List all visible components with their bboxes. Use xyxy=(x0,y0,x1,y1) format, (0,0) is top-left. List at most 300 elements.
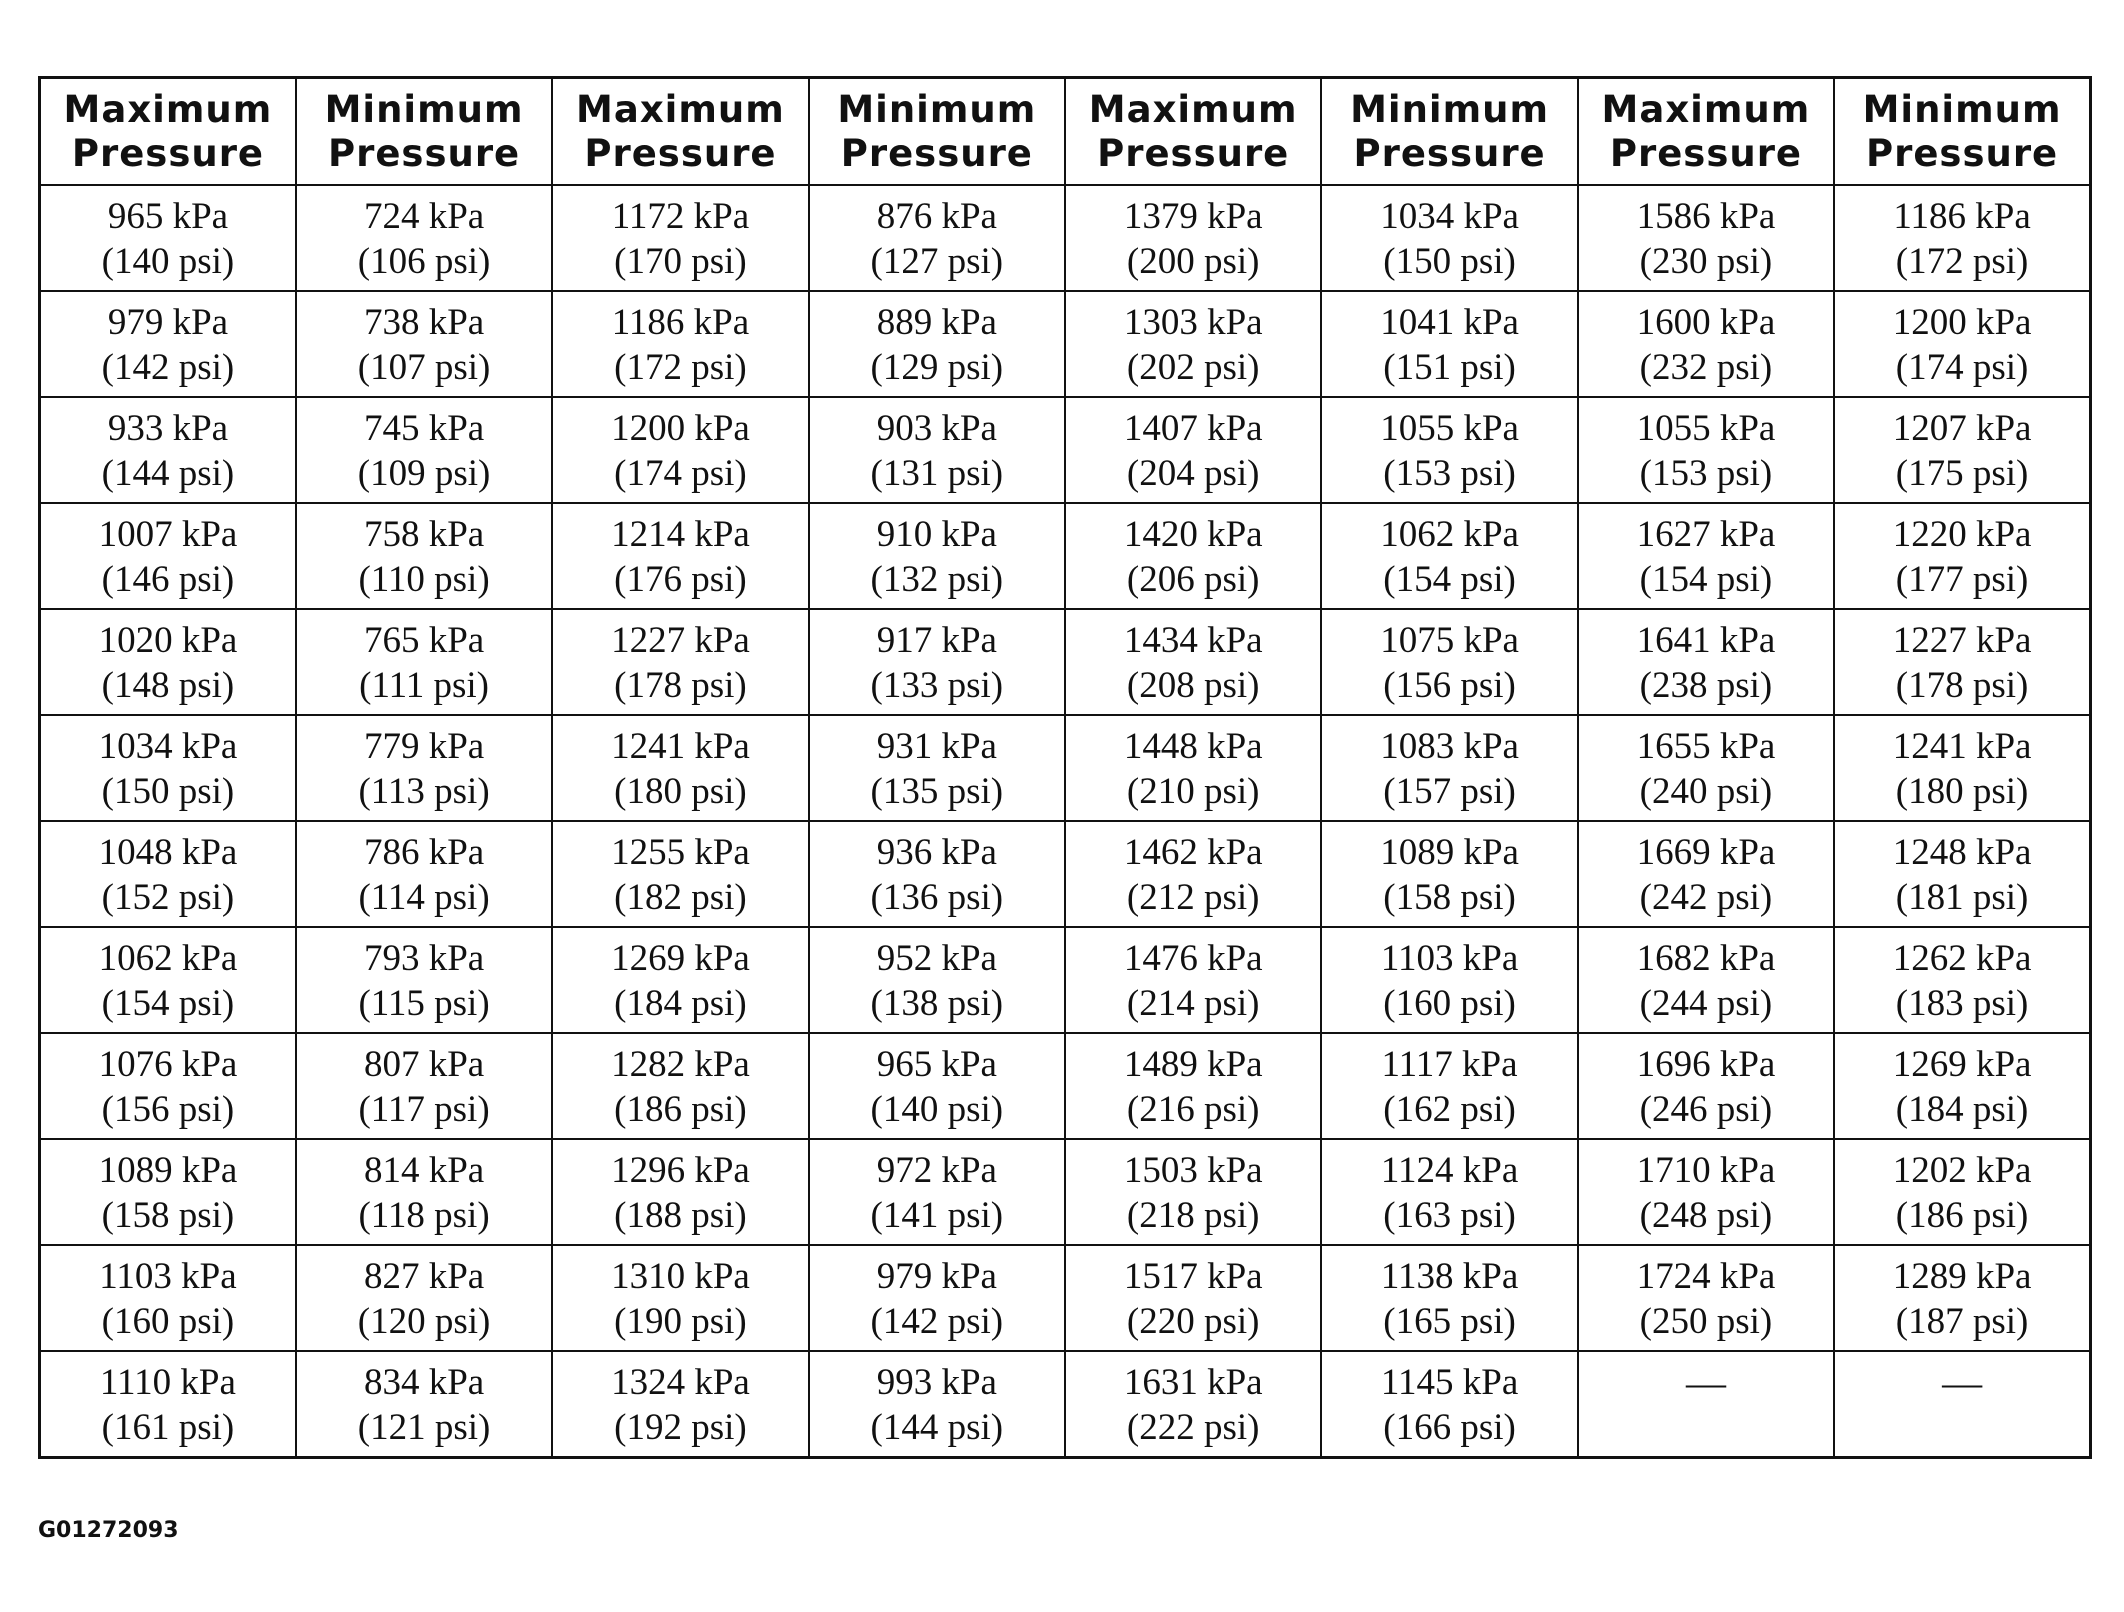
kpa-value: 931 kPa xyxy=(876,726,997,767)
table-cell xyxy=(1065,291,1321,397)
table-cell xyxy=(1321,927,1577,1033)
psi-value: (142 psi) xyxy=(870,1301,1004,1342)
kpa-value: 1255 kPa xyxy=(611,832,750,873)
psi-value: (154 psi) xyxy=(1383,559,1516,600)
table-cell xyxy=(1578,397,1834,503)
psi-value: (188 psi) xyxy=(614,1195,747,1236)
kpa-value: 1062 kPa xyxy=(98,938,238,979)
table-cell xyxy=(1065,821,1321,927)
table-cell xyxy=(1578,1139,1834,1245)
kpa-value: 910 kPa xyxy=(876,514,997,555)
psi-value: (170 psi) xyxy=(614,241,747,282)
table-cell xyxy=(809,609,1065,715)
table-body xyxy=(40,185,2091,1457)
psi-value: (250 psi) xyxy=(1639,1301,1773,1342)
psi-value: (136 psi) xyxy=(870,877,1004,918)
psi-value: (216 psi) xyxy=(1126,1089,1260,1130)
psi-value: (156 psi) xyxy=(101,1089,235,1130)
table-row xyxy=(40,1245,2091,1351)
table-row xyxy=(40,1351,2091,1457)
kpa-value: 1207 kPa xyxy=(1892,408,2032,449)
psi-value: (246 psi) xyxy=(1639,1089,1773,1130)
table-cell xyxy=(40,397,296,503)
table-cell xyxy=(40,503,296,609)
table-row xyxy=(40,715,2091,821)
kpa-value: 786 kPa xyxy=(363,832,485,873)
kpa-value: 758 kPa xyxy=(363,514,485,555)
psi-value: (214 psi) xyxy=(1126,983,1260,1024)
psi-value: (132 psi) xyxy=(870,559,1004,600)
kpa-value: 1227 kPa xyxy=(611,620,750,661)
kpa-value: — xyxy=(1685,1360,1726,1405)
table-cell xyxy=(40,1033,296,1139)
psi-value: (192 psi) xyxy=(614,1407,747,1448)
table-row xyxy=(40,397,2091,503)
kpa-value: 965 kPa xyxy=(107,196,229,237)
kpa-value: 1641 kPa xyxy=(1636,620,1776,661)
table-cell xyxy=(552,185,808,291)
psi-value: (146 psi) xyxy=(101,559,235,600)
table-cell xyxy=(1834,609,2090,715)
psi-value: (141 psi) xyxy=(870,1195,1004,1236)
kpa-value: 1186 kPa xyxy=(611,302,750,343)
table-cell xyxy=(1834,1139,2090,1245)
psi-value: (138 psi) xyxy=(870,983,1004,1024)
table-cell xyxy=(296,503,552,609)
table-row xyxy=(40,503,2091,609)
kpa-value: 979 kPa xyxy=(107,302,229,343)
kpa-value: 793 kPa xyxy=(363,938,485,979)
header-cell: Minimum Pressure xyxy=(296,78,552,186)
table-row xyxy=(40,927,2091,1033)
kpa-value: 903 kPa xyxy=(876,408,997,449)
psi-value: (150 psi) xyxy=(101,771,235,812)
kpa-value: 1269 kPa xyxy=(1892,1044,2032,1085)
kpa-value: 1202 kPa xyxy=(1892,1150,2032,1191)
table-cell xyxy=(809,1139,1065,1245)
psi-value: (154 psi) xyxy=(1639,559,1773,600)
kpa-value: 1041 kPa xyxy=(1380,302,1519,343)
psi-value: (157 psi) xyxy=(1383,771,1516,812)
header-cell: Maximum Pressure xyxy=(1578,78,1834,186)
psi-value: (160 psi) xyxy=(1383,983,1516,1024)
table-cell xyxy=(40,609,296,715)
kpa-value: 1517 kPa xyxy=(1123,1256,1263,1297)
header-cell: Minimum Pressure xyxy=(1834,78,2090,186)
psi-value: (140 psi) xyxy=(870,1089,1004,1130)
kpa-value: 1241 kPa xyxy=(611,726,750,767)
table-cell xyxy=(1578,609,1834,715)
kpa-value: 1289 kPa xyxy=(1892,1256,2032,1297)
table-cell xyxy=(1834,821,2090,927)
table-cell xyxy=(1065,185,1321,291)
kpa-value: 1282 kPa xyxy=(611,1044,750,1085)
table-cell xyxy=(296,927,552,1033)
table-cell xyxy=(1578,715,1834,821)
table-cell xyxy=(1834,927,2090,1033)
psi-value: (220 psi) xyxy=(1126,1301,1260,1342)
psi-value: (184 psi) xyxy=(614,983,747,1024)
kpa-value: 1076 kPa xyxy=(98,1044,238,1085)
table-cell xyxy=(296,185,552,291)
header-cell: Minimum Pressure xyxy=(1321,78,1577,186)
kpa-value: 1172 kPa xyxy=(611,196,750,237)
psi-value: (180 psi) xyxy=(1895,771,2029,812)
psi-value: (242 psi) xyxy=(1639,877,1773,918)
psi-value: (158 psi) xyxy=(101,1195,235,1236)
psi-value: (244 psi) xyxy=(1639,983,1773,1024)
kpa-value: 952 kPa xyxy=(876,938,997,979)
psi-value: (133 psi) xyxy=(870,665,1004,706)
table-cell xyxy=(1578,185,1834,291)
table-cell xyxy=(1321,609,1577,715)
table-row xyxy=(40,1033,2091,1139)
psi-value: (178 psi) xyxy=(1895,665,2029,706)
kpa-value: 1462 kPa xyxy=(1123,832,1263,873)
kpa-value: 1075 kPa xyxy=(1380,620,1519,661)
psi-value: (135 psi) xyxy=(870,771,1004,812)
kpa-value: 1248 kPa xyxy=(1892,832,2032,873)
kpa-value: 1503 kPa xyxy=(1123,1150,1263,1191)
kpa-value: — xyxy=(1942,1360,1983,1405)
header-row xyxy=(40,78,2091,186)
kpa-value: 1310 kPa xyxy=(611,1256,750,1297)
table-cell xyxy=(552,715,808,821)
kpa-value: 1145 kPa xyxy=(1380,1362,1519,1403)
kpa-value: 1200 kPa xyxy=(611,408,750,449)
table-cell xyxy=(296,1245,552,1351)
kpa-value: 1089 kPa xyxy=(1380,832,1519,873)
kpa-value: 1296 kPa xyxy=(611,1150,750,1191)
kpa-value: 745 kPa xyxy=(363,408,485,449)
psi-value: (140 psi) xyxy=(101,241,235,282)
psi-value: (222 psi) xyxy=(1126,1407,1260,1448)
psi-value: (152 psi) xyxy=(101,877,235,918)
table-cell xyxy=(809,821,1065,927)
pressure-table xyxy=(38,76,2092,1459)
table-cell xyxy=(809,397,1065,503)
psi-value: (230 psi) xyxy=(1639,241,1773,282)
psi-value: (210 psi) xyxy=(1126,771,1260,812)
table-cell xyxy=(552,1351,808,1457)
kpa-value: 1186 kPa xyxy=(1893,196,2031,237)
header-cell: Maximum Pressure xyxy=(1065,78,1321,186)
table-cell xyxy=(552,1139,808,1245)
kpa-value: 1241 kPa xyxy=(1892,726,2032,767)
kpa-value: 1407 kPa xyxy=(1123,408,1263,449)
psi-value: (238 psi) xyxy=(1639,665,1773,706)
kpa-value: 1476 kPa xyxy=(1123,938,1263,979)
psi-value: (114 psi) xyxy=(358,877,490,918)
table-cell xyxy=(552,291,808,397)
table-cell xyxy=(1578,1033,1834,1139)
kpa-value: 1724 kPa xyxy=(1636,1256,1776,1297)
psi-value: (142 psi) xyxy=(101,347,235,388)
kpa-value: 1110 kPa xyxy=(99,1362,236,1403)
psi-value: (165 psi) xyxy=(1383,1301,1516,1342)
psi-value: (107 psi) xyxy=(357,347,491,388)
table-cell xyxy=(809,715,1065,821)
table-cell xyxy=(1321,397,1577,503)
table-cell xyxy=(1065,1245,1321,1351)
psi-value: (120 psi) xyxy=(357,1301,491,1342)
kpa-value: 1055 kPa xyxy=(1636,408,1776,449)
kpa-value: 1303 kPa xyxy=(1123,302,1263,343)
table-row xyxy=(40,1139,2091,1245)
table-cell xyxy=(1578,291,1834,397)
kpa-value: 965 kPa xyxy=(876,1044,997,1085)
table-cell xyxy=(1834,185,2090,291)
header-cell: Minimum Pressure xyxy=(809,78,1065,186)
psi-value: (160 psi) xyxy=(101,1301,235,1342)
header-cell: Maximum Pressure xyxy=(40,78,296,186)
psi-value: (177 psi) xyxy=(1895,559,2029,600)
psi-value: (113 psi) xyxy=(358,771,490,812)
table-cell xyxy=(552,927,808,1033)
kpa-value: 1103 kPa xyxy=(99,1256,237,1297)
kpa-value: 1124 kPa xyxy=(1380,1150,1519,1191)
kpa-value: 1696 kPa xyxy=(1636,1044,1776,1085)
psi-value: (240 psi) xyxy=(1639,771,1773,812)
kpa-value: 814 kPa xyxy=(363,1150,485,1191)
psi-value: (156 psi) xyxy=(1383,665,1516,706)
table-cell xyxy=(1578,503,1834,609)
psi-value: (109 psi) xyxy=(357,453,491,494)
kpa-value: 1103 kPa xyxy=(1380,938,1519,979)
psi-value: (176 psi) xyxy=(614,559,747,600)
table-cell xyxy=(1321,1351,1577,1457)
table-cell xyxy=(809,1245,1065,1351)
table-cell xyxy=(1065,609,1321,715)
psi-value: (202 psi) xyxy=(1126,347,1260,388)
kpa-value: 1034 kPa xyxy=(98,726,238,767)
table-cell xyxy=(296,1139,552,1245)
table-row xyxy=(40,185,2091,291)
psi-value: (144 psi) xyxy=(101,453,235,494)
table-cell xyxy=(809,927,1065,1033)
kpa-value: 1020 kPa xyxy=(98,620,238,661)
psi-value: (115 psi) xyxy=(358,983,490,1024)
psi-value: (190 psi) xyxy=(614,1301,747,1342)
kpa-value: 1089 kPa xyxy=(98,1150,238,1191)
psi-value: (180 psi) xyxy=(614,771,747,812)
table-cell xyxy=(1321,1245,1577,1351)
table-cell xyxy=(1065,715,1321,821)
psi-value: (218 psi) xyxy=(1126,1195,1260,1236)
table-cell xyxy=(1834,715,2090,821)
kpa-value: 1448 kPa xyxy=(1123,726,1263,767)
table-cell xyxy=(1065,1139,1321,1245)
table-cell xyxy=(40,1351,296,1457)
psi-value: (153 psi) xyxy=(1383,453,1516,494)
psi-value: (212 psi) xyxy=(1126,877,1260,918)
psi-value: (204 psi) xyxy=(1126,453,1260,494)
kpa-value: 1434 kPa xyxy=(1123,620,1263,661)
kpa-value: 1117 kPa xyxy=(1381,1044,1518,1085)
table-cell xyxy=(809,1033,1065,1139)
psi-value: (110 psi) xyxy=(358,559,490,600)
table-cell xyxy=(1578,1245,1834,1351)
header-cell: Maximum Pressure xyxy=(552,78,808,186)
table-cell xyxy=(1834,1033,2090,1139)
table-cell xyxy=(40,291,296,397)
kpa-value: 1055 kPa xyxy=(1380,408,1519,449)
kpa-value: 1214 kPa xyxy=(611,514,750,555)
psi-value: (183 psi) xyxy=(1895,983,2029,1024)
psi-value: (127 psi) xyxy=(870,241,1004,282)
kpa-value: 1586 kPa xyxy=(1636,196,1776,237)
table-cell xyxy=(809,503,1065,609)
kpa-value: 993 kPa xyxy=(876,1362,997,1403)
table-cell xyxy=(40,715,296,821)
psi-value: (208 psi) xyxy=(1126,665,1260,706)
kpa-value: 1220 kPa xyxy=(1892,514,2032,555)
table-cell xyxy=(1321,291,1577,397)
psi-value: (131 psi) xyxy=(870,453,1004,494)
psi-value: (117 psi) xyxy=(358,1089,490,1130)
psi-value: (162 psi) xyxy=(1383,1089,1516,1130)
psi-value: (181 psi) xyxy=(1895,877,2029,918)
table-cell xyxy=(1321,503,1577,609)
psi-value: (184 psi) xyxy=(1895,1089,2029,1130)
table-cell xyxy=(1321,821,1577,927)
table-cell xyxy=(296,1351,552,1457)
table-cell xyxy=(552,1245,808,1351)
table-cell xyxy=(1834,397,2090,503)
psi-value: (150 psi) xyxy=(1383,241,1516,282)
table-cell xyxy=(1065,927,1321,1033)
kpa-value: 807 kPa xyxy=(363,1044,485,1085)
psi-value: (121 psi) xyxy=(357,1407,491,1448)
psi-value: (174 psi) xyxy=(614,453,747,494)
table-row xyxy=(40,609,2091,715)
kpa-value: 1420 kPa xyxy=(1123,514,1263,555)
table-cell xyxy=(1834,291,2090,397)
table-cell xyxy=(296,1033,552,1139)
psi-value: (166 psi) xyxy=(1383,1407,1516,1448)
table-cell xyxy=(1578,1351,1834,1457)
table-cell xyxy=(296,715,552,821)
table-cell xyxy=(1065,1351,1321,1457)
kpa-value: 1710 kPa xyxy=(1636,1150,1776,1191)
kpa-value: 779 kPa xyxy=(363,726,485,767)
psi-value: (187 psi) xyxy=(1895,1301,2029,1342)
kpa-value: 827 kPa xyxy=(363,1256,485,1297)
kpa-value: 1048 kPa xyxy=(98,832,238,873)
table-cell xyxy=(809,185,1065,291)
table-cell xyxy=(40,1139,296,1245)
kpa-value: 1600 kPa xyxy=(1636,302,1776,343)
psi-value: (158 psi) xyxy=(1383,877,1516,918)
psi-value: (232 psi) xyxy=(1639,347,1773,388)
psi-value: (182 psi) xyxy=(614,877,747,918)
table-cell xyxy=(1578,821,1834,927)
table-cell xyxy=(552,397,808,503)
table-cell xyxy=(1834,1245,2090,1351)
kpa-value: 1083 kPa xyxy=(1380,726,1519,767)
table-cell xyxy=(1065,503,1321,609)
table-cell xyxy=(40,821,296,927)
kpa-value: 933 kPa xyxy=(107,408,229,449)
kpa-value: 1682 kPa xyxy=(1636,938,1776,979)
table-cell xyxy=(296,291,552,397)
psi-value: (175 psi) xyxy=(1895,453,2029,494)
psi-value: (248 psi) xyxy=(1639,1195,1773,1236)
kpa-value: 1269 kPa xyxy=(611,938,750,979)
table-cell xyxy=(40,927,296,1033)
table-cell xyxy=(1321,715,1577,821)
kpa-value: 1627 kPa xyxy=(1636,514,1776,555)
psi-value: (106 psi) xyxy=(357,241,491,282)
kpa-value: 765 kPa xyxy=(363,620,485,661)
psi-value: (163 psi) xyxy=(1383,1195,1516,1236)
kpa-value: 1034 kPa xyxy=(1380,196,1519,237)
kpa-value: 1227 kPa xyxy=(1892,620,2032,661)
psi-value: (161 psi) xyxy=(101,1407,235,1448)
table-cell xyxy=(1065,397,1321,503)
table-cell xyxy=(1834,1351,2090,1457)
psi-value: (111 psi) xyxy=(359,665,489,706)
psi-value: (186 psi) xyxy=(614,1089,747,1130)
kpa-value: 1324 kPa xyxy=(611,1362,750,1403)
psi-value: (172 psi) xyxy=(614,347,747,388)
table-row xyxy=(40,291,2091,397)
kpa-value: 972 kPa xyxy=(876,1150,997,1191)
psi-value: (206 psi) xyxy=(1126,559,1260,600)
kpa-value: 1007 kPa xyxy=(98,514,238,555)
table-cell xyxy=(296,609,552,715)
kpa-value: 1631 kPa xyxy=(1123,1362,1263,1403)
table-cell xyxy=(552,821,808,927)
table-cell xyxy=(552,1033,808,1139)
psi-value: (200 psi) xyxy=(1126,241,1260,282)
kpa-value: 876 kPa xyxy=(876,196,997,237)
psi-value: (129 psi) xyxy=(870,347,1004,388)
psi-value: (153 psi) xyxy=(1639,453,1773,494)
table-cell xyxy=(40,1245,296,1351)
table-cell xyxy=(1065,1033,1321,1139)
table-cell xyxy=(40,185,296,291)
psi-value: (154 psi) xyxy=(101,983,235,1024)
table-cell xyxy=(809,1351,1065,1457)
kpa-value: 1200 kPa xyxy=(1892,302,2032,343)
table-cell xyxy=(296,397,552,503)
kpa-value: 1489 kPa xyxy=(1123,1044,1263,1085)
kpa-value: 936 kPa xyxy=(876,832,997,873)
psi-value: (172 psi) xyxy=(1895,241,2029,282)
kpa-value: 738 kPa xyxy=(363,302,485,343)
table-cell xyxy=(1834,503,2090,609)
table-cell xyxy=(809,291,1065,397)
psi-value: (144 psi) xyxy=(870,1407,1004,1448)
psi-value: (174 psi) xyxy=(1895,347,2029,388)
kpa-value: 834 kPa xyxy=(363,1362,485,1403)
kpa-value: 1655 kPa xyxy=(1636,726,1776,767)
psi-value: (186 psi) xyxy=(1895,1195,2029,1236)
figure-id: G01272093 xyxy=(38,1518,179,1543)
psi-value: (148 psi) xyxy=(101,665,235,706)
table-cell xyxy=(552,503,808,609)
kpa-value: 889 kPa xyxy=(876,302,997,343)
kpa-value: 1379 kPa xyxy=(1123,196,1263,237)
kpa-value: 917 kPa xyxy=(876,620,997,661)
kpa-value: 1062 kPa xyxy=(1380,514,1519,555)
table-cell xyxy=(1321,1139,1577,1245)
psi-value: (118 psi) xyxy=(358,1195,490,1236)
psi-value: (178 psi) xyxy=(614,665,747,706)
table-cell xyxy=(1578,927,1834,1033)
table-cell xyxy=(552,609,808,715)
